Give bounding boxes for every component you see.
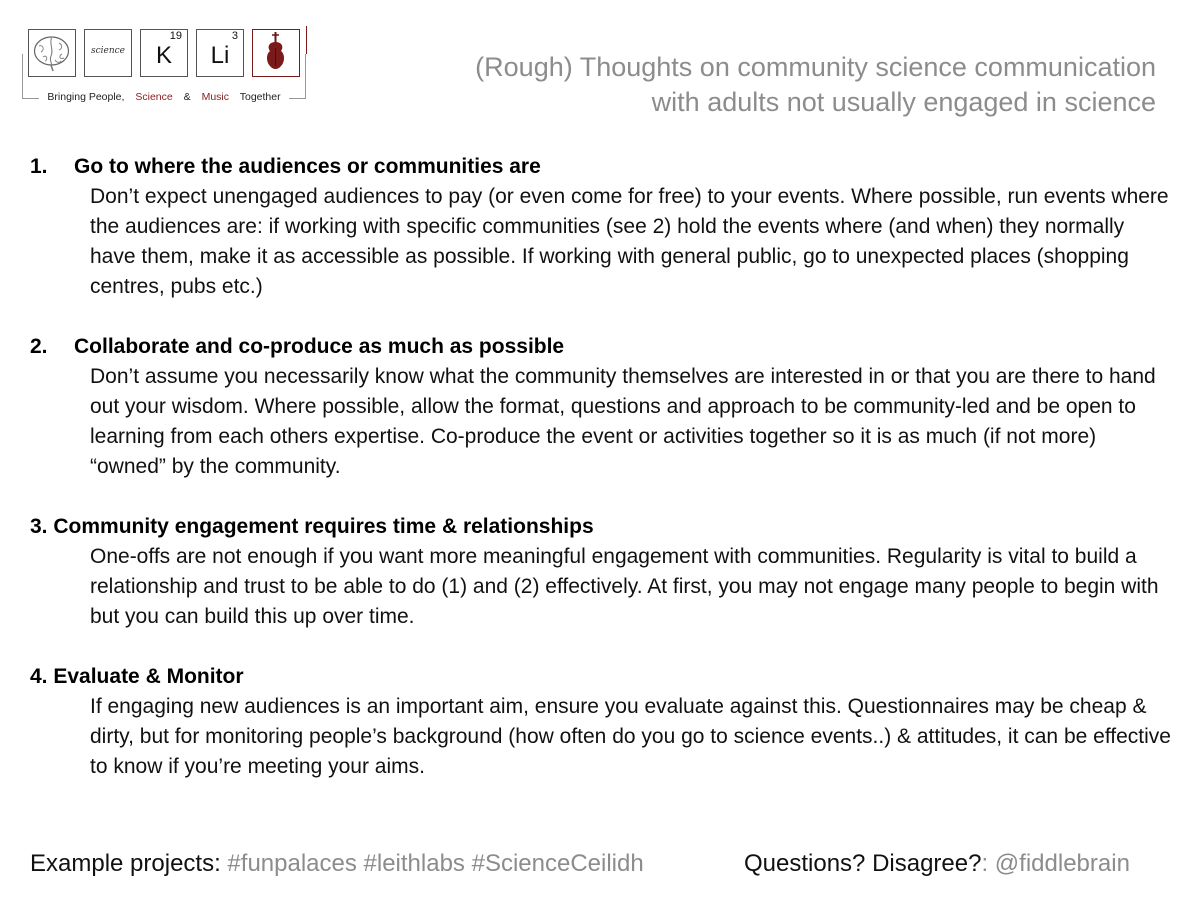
questions-label: Questions? Disagree? [744,850,982,877]
title-line-2: with adults not usually engaged in science [651,87,1156,117]
section-1 [30,152,1180,302]
tagline-part1: Bringing People, [43,91,131,103]
section-2 [30,332,1180,482]
brain-tile [28,29,76,77]
violin-tile [252,29,300,77]
potassium-tile [140,29,188,77]
section-4 [30,662,1180,782]
section-heading [30,662,1180,692]
section-number: 3. [30,515,48,538]
page-title [475,50,1156,120]
section-body: Don’t expect unengaged audiences to pay (or even come for free) to your events. Where possible, run events where the audiences are: if working with specific communities (see 2) hold the events where (and when) they normally have them, make it as accessible as possible. If working with general public, go to unexpected places (shopping centres, pubs etc.) [90,185,1169,298]
logo-tagline [18,91,310,103]
twitter-handle: : @fiddlebrain [981,850,1130,877]
section-title: Go to where the audiences or communities are [74,155,541,178]
kli-logo [18,26,310,102]
section-number: 1. [30,155,48,178]
main-content [30,152,1180,812]
section-body: One-offs are not enough if you want more meaningful engagement with communities. Regularity is vital to build a relationship and trust to be able to do (1) and (2) effectively. At first, you may not engage many people to begin with but you can build this up over time. [90,545,1159,628]
projects-label: Example projects: [30,850,228,877]
section-heading [30,512,1180,542]
tagline-part3: Together [233,91,285,103]
section-title: Collaborate and co-produce as much as possible [74,335,565,358]
footer-projects [30,850,644,878]
title-line-1: (Rough) Thoughts on community science communication [475,52,1156,82]
section-body: Don’t assume you necessarily know what the community themselves are interested in or that you are there to hand out your wisdom. Where possible, allow the format, questions and approach to be community-led and be open to learning from each others expertise. Co-produce the event or activities together so it is as much (if not more) “owned” by the community. [90,365,1156,478]
science-word: science [90,46,126,56]
projects-hashtags: #funpalaces #leithlabs #ScienceCeilidh [227,850,644,877]
violin-icon [253,30,298,75]
section-number: 2. [30,335,48,358]
section-title: Community engagement requires time & relationships [53,515,594,538]
brain-icon [29,30,74,75]
section-title: Evaluate & Monitor [53,665,244,688]
science-tile [84,29,132,77]
section-number: 4. [30,665,48,688]
footer-questions [744,850,1130,878]
k-atomic-number: 19 [169,30,182,42]
tagline-science: Science [131,91,176,103]
tagline-part2: & [177,91,198,103]
k-symbol: K [155,42,172,69]
tagline-music: Music [198,91,233,103]
li-symbol: Li [210,42,230,69]
li-atomic-number: 3 [231,30,238,42]
section-3 [30,512,1180,632]
section-heading [30,332,1180,362]
lithium-tile [196,29,244,77]
section-heading [30,152,1180,182]
section-body: If engaging new audiences is an important aim, ensure you evaluate against this. Questionnaires may be cheap & dirty, but for monitoring people’s background (how often do you go to science events..) & attitudes, it can be effective to know if you’re meeting your aims. [90,695,1171,778]
